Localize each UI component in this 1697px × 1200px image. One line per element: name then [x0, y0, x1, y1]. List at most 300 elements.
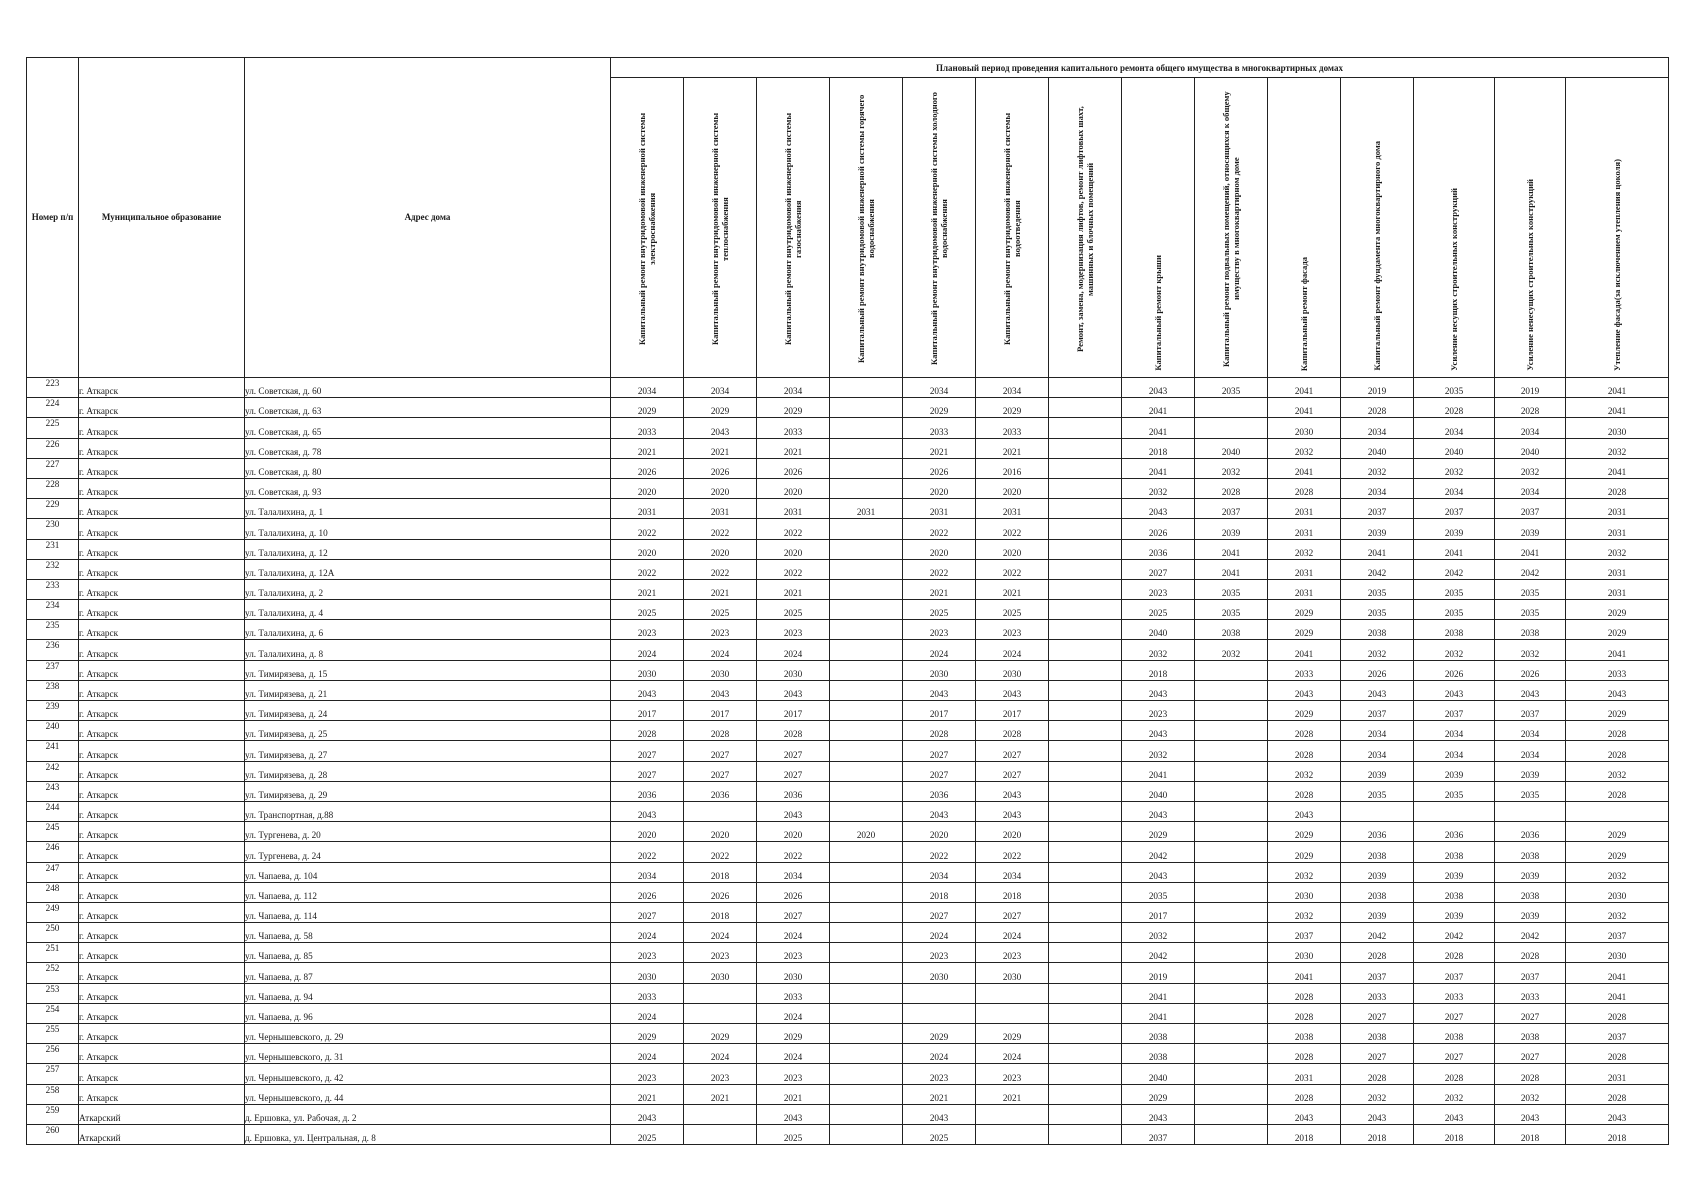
cell-year: 2028	[903, 721, 976, 741]
cell-year: 2029	[611, 398, 684, 418]
cell-year: 2043	[684, 680, 757, 700]
table-row	[27, 418, 1669, 438]
cell-year	[1049, 721, 1122, 741]
cell-year: 2030	[1566, 418, 1669, 438]
cell-year	[1195, 660, 1268, 680]
cell-year	[1566, 801, 1669, 821]
cell-year: 2034	[1414, 478, 1495, 498]
cell-year: 2034	[903, 862, 976, 882]
cell-year	[976, 1003, 1049, 1023]
table-row	[27, 822, 1669, 842]
cell-address: ул. Чапаева, д. 58	[245, 923, 611, 943]
cell-year: 2034	[1495, 721, 1566, 741]
cell-year: 2041	[1566, 963, 1669, 983]
cell-year	[1195, 862, 1268, 882]
cell-year: 2029	[1566, 822, 1669, 842]
cell-year	[1195, 923, 1268, 943]
cell-year: 2043	[1414, 1104, 1495, 1124]
cell-year: 2032	[1341, 640, 1414, 660]
cell-address: ул. Чапаева, д. 94	[245, 983, 611, 1003]
cell-address: ул. Советская, д. 78	[245, 438, 611, 458]
cell-year: 2037	[1414, 499, 1495, 519]
cell-municipality: г. Аткарск	[79, 1003, 245, 1023]
cell-year: 2040	[1414, 438, 1495, 458]
cell-year: 2023	[976, 620, 1049, 640]
cell-year: 2031	[1268, 579, 1341, 599]
table-row	[27, 499, 1669, 519]
cell-year: 2020	[684, 822, 757, 842]
cell-municipality: г. Аткарск	[79, 761, 245, 781]
cell-year: 2025	[611, 600, 684, 620]
cell-municipality: г. Аткарск	[79, 943, 245, 963]
table-row	[27, 579, 1669, 599]
cell-year: 2029	[1122, 1084, 1195, 1104]
header-work-label: Капитальный ремонт фасада	[1299, 256, 1309, 371]
cell-year	[1195, 761, 1268, 781]
cell-year: 2020	[611, 478, 684, 498]
header-work-9	[1268, 78, 1341, 378]
cell-year: 2035	[1195, 579, 1268, 599]
cell-year: 2028	[1268, 478, 1341, 498]
cell-year: 2043	[1122, 499, 1195, 519]
cell-year: 2035	[1122, 882, 1195, 902]
cell-year: 2034	[1341, 418, 1414, 438]
cell-year: 2027	[1122, 559, 1195, 579]
cell-year: 2021	[976, 438, 1049, 458]
cell-year	[830, 519, 903, 539]
cell-year: 2041	[1195, 559, 1268, 579]
cell-year: 2027	[611, 741, 684, 761]
cell-address: д. Ершовка, ул. Центральная, д. 8	[245, 1124, 611, 1144]
cell-num: 246	[27, 842, 79, 862]
cell-year: 2030	[1268, 882, 1341, 902]
table-row	[27, 1003, 1669, 1023]
cell-year: 2040	[1122, 1064, 1195, 1084]
cell-year: 2024	[903, 640, 976, 660]
cell-year: 2039	[1495, 761, 1566, 781]
cell-year	[1049, 418, 1122, 438]
cell-year: 2043	[611, 1104, 684, 1124]
cell-year	[1049, 963, 1122, 983]
cell-year: 2025	[976, 600, 1049, 620]
cell-year: 2031	[1268, 499, 1341, 519]
header-plan-period: Плановый период проведения капитального ремонта общего имущества в многоквартирных домах	[611, 58, 1669, 78]
cell-year	[1049, 458, 1122, 478]
cell-year: 2022	[684, 519, 757, 539]
cell-year: 2021	[757, 438, 830, 458]
cell-year: 2023	[757, 1064, 830, 1084]
cell-year: 2032	[1341, 458, 1414, 478]
cell-year	[830, 478, 903, 498]
cell-year	[1049, 680, 1122, 700]
cell-year: 2043	[1566, 1104, 1669, 1124]
cell-year	[1049, 882, 1122, 902]
table-row	[27, 1084, 1669, 1104]
cell-year	[830, 640, 903, 660]
cell-year: 2031	[757, 499, 830, 519]
cell-num: 244	[27, 801, 79, 821]
cell-year: 2028	[1341, 1064, 1414, 1084]
table-body	[27, 378, 1669, 1145]
cell-year: 2028	[1566, 741, 1669, 761]
cell-year: 2037	[1414, 963, 1495, 983]
cell-year: 2043	[1122, 862, 1195, 882]
cell-year	[830, 761, 903, 781]
cell-year: 2024	[976, 640, 1049, 660]
cell-year: 2037	[1566, 923, 1669, 943]
cell-year: 2031	[1566, 559, 1669, 579]
cell-year: 2027	[757, 902, 830, 922]
cell-year	[1049, 842, 1122, 862]
cell-municipality: г. Аткарск	[79, 983, 245, 1003]
cell-year: 2029	[1268, 701, 1341, 721]
cell-year: 2040	[1341, 438, 1414, 458]
table-row	[27, 478, 1669, 498]
header-work-12	[1495, 78, 1566, 378]
cell-municipality: г. Аткарск	[79, 600, 245, 620]
cell-year: 2025	[611, 1124, 684, 1144]
cell-year: 2022	[684, 842, 757, 862]
cell-year	[1049, 701, 1122, 721]
cell-municipality: Аткарский	[79, 1124, 245, 1144]
cell-year	[1049, 1044, 1122, 1064]
cell-year: 2032	[1414, 1084, 1495, 1104]
cell-year: 2028	[1341, 943, 1414, 963]
cell-municipality: г. Аткарск	[79, 539, 245, 559]
cell-year: 2029	[1268, 822, 1341, 842]
table-row	[27, 983, 1669, 1003]
cell-year: 2023	[684, 943, 757, 963]
cell-year: 2028	[1495, 398, 1566, 418]
cell-year: 2036	[684, 781, 757, 801]
cell-year: 2022	[976, 559, 1049, 579]
cell-year: 2023	[903, 1064, 976, 1084]
cell-year: 2042	[1414, 559, 1495, 579]
cell-year: 2026	[1341, 660, 1414, 680]
cell-year: 2028	[684, 721, 757, 741]
cell-year: 2033	[611, 983, 684, 1003]
cell-year	[1495, 801, 1566, 821]
cell-year	[830, 1064, 903, 1084]
cell-municipality: Аткарский	[79, 1104, 245, 1124]
cell-year: 2041	[1122, 983, 1195, 1003]
cell-num: 255	[27, 1024, 79, 1044]
cell-year: 2023	[1122, 701, 1195, 721]
cell-year: 2027	[757, 741, 830, 761]
table-row	[27, 801, 1669, 821]
cell-year	[830, 741, 903, 761]
cell-year: 2027	[1341, 1044, 1414, 1064]
cell-year: 2041	[1122, 418, 1195, 438]
cell-municipality: г. Аткарск	[79, 822, 245, 842]
cell-year: 2020	[757, 822, 830, 842]
cell-municipality: г. Аткарск	[79, 640, 245, 660]
cell-year	[830, 539, 903, 559]
cell-municipality: г. Аткарск	[79, 418, 245, 438]
cell-address: ул. Чернышевского, д. 29	[245, 1024, 611, 1044]
cell-year: 2043	[1495, 1104, 1566, 1124]
cell-address: ул. Талалихина, д. 12	[245, 539, 611, 559]
cell-year: 2021	[903, 1084, 976, 1104]
cell-year	[1049, 781, 1122, 801]
cell-year: 2032	[1414, 458, 1495, 478]
cell-num: 259	[27, 1104, 79, 1124]
cell-year: 2035	[1195, 378, 1268, 398]
cell-year: 2028	[1566, 478, 1669, 498]
cell-year: 2021	[976, 1084, 1049, 1104]
cell-year: 2038	[1495, 620, 1566, 640]
cell-year: 2031	[1566, 499, 1669, 519]
cell-year: 2035	[1414, 781, 1495, 801]
cell-year: 2041	[1268, 963, 1341, 983]
cell-year: 2026	[611, 882, 684, 902]
header-work-8	[1195, 78, 1268, 378]
cell-year: 2038	[1341, 1024, 1414, 1044]
cell-year: 2034	[1341, 478, 1414, 498]
cell-year: 2022	[611, 519, 684, 539]
table-row	[27, 600, 1669, 620]
cell-year: 2024	[684, 923, 757, 943]
cell-year: 2028	[1268, 721, 1341, 741]
cell-year: 2019	[1341, 378, 1414, 398]
table-row	[27, 862, 1669, 882]
header-work-label: Капитальный ремонт внутридомовой инженерной системы электроснабжения	[637, 112, 657, 346]
cell-year: 2021	[611, 1084, 684, 1104]
cell-num: 226	[27, 438, 79, 458]
cell-year: 2043	[1268, 801, 1341, 821]
cell-year: 2035	[1341, 781, 1414, 801]
cell-num: 225	[27, 418, 79, 438]
cell-year: 2037	[1341, 963, 1414, 983]
cell-year: 2028	[1268, 781, 1341, 801]
cell-year: 2027	[611, 902, 684, 922]
cell-address: ул. Советская, д. 60	[245, 378, 611, 398]
cell-year: 2038	[1122, 1044, 1195, 1064]
cell-year: 2035	[1414, 579, 1495, 599]
cell-address: ул. Чернышевского, д. 42	[245, 1064, 611, 1084]
cell-num: 247	[27, 862, 79, 882]
cell-year: 2026	[684, 882, 757, 902]
cell-year: 2025	[903, 1124, 976, 1144]
cell-year: 2022	[757, 519, 830, 539]
header-work-1	[684, 78, 757, 378]
cell-municipality: г. Аткарск	[79, 378, 245, 398]
cell-year: 2024	[757, 1003, 830, 1023]
cell-municipality: г. Аткарск	[79, 862, 245, 882]
cell-year: 2031	[830, 499, 903, 519]
cell-year: 2018	[684, 862, 757, 882]
cell-year: 2028	[1414, 1064, 1495, 1084]
cell-address: ул. Талалихина, д. 10	[245, 519, 611, 539]
cell-address: ул. Тимирязева, д. 27	[245, 741, 611, 761]
header-work-7	[1122, 78, 1195, 378]
cell-year: 2039	[1341, 761, 1414, 781]
cell-num: 224	[27, 398, 79, 418]
cell-year: 2032	[1122, 923, 1195, 943]
cell-year: 2020	[611, 539, 684, 559]
cell-year: 2039	[1414, 902, 1495, 922]
cell-year: 2033	[757, 418, 830, 438]
cell-year: 2038	[1414, 1024, 1495, 1044]
cell-year: 2041	[1566, 458, 1669, 478]
cell-year: 2030	[611, 660, 684, 680]
cell-year: 2039	[1414, 862, 1495, 882]
cell-year: 2029	[903, 1024, 976, 1044]
cell-year: 2032	[1122, 640, 1195, 660]
cell-year: 2030	[611, 963, 684, 983]
cell-year: 2043	[1122, 721, 1195, 741]
cell-num: 235	[27, 620, 79, 640]
cell-year: 2042	[1414, 923, 1495, 943]
cell-year: 2043	[1268, 680, 1341, 700]
cell-year	[1195, 842, 1268, 862]
cell-year: 2024	[611, 923, 684, 943]
cell-year: 2034	[1495, 478, 1566, 498]
cell-municipality: г. Аткарск	[79, 1084, 245, 1104]
cell-year: 2043	[903, 801, 976, 821]
cell-year: 2029	[1268, 842, 1341, 862]
cell-year	[1049, 559, 1122, 579]
cell-year: 2034	[757, 862, 830, 882]
cell-year: 2027	[903, 741, 976, 761]
cell-year: 2020	[684, 539, 757, 559]
cell-year: 2021	[684, 579, 757, 599]
cell-num: 230	[27, 519, 79, 539]
cell-year: 2029	[1268, 600, 1341, 620]
cell-year: 2043	[903, 1104, 976, 1124]
header-work-label: Капитальный ремонт внутридомовой инженерной системы водоотведения	[1002, 112, 1022, 346]
cell-year	[830, 660, 903, 680]
cell-year	[1049, 579, 1122, 599]
cell-address: ул. Чапаева, д. 104	[245, 862, 611, 882]
cell-year	[1195, 1003, 1268, 1023]
cell-year: 2017	[903, 701, 976, 721]
cell-num: 256	[27, 1044, 79, 1064]
cell-year	[976, 983, 1049, 1003]
cell-year: 2028	[976, 721, 1049, 741]
cell-year	[1049, 862, 1122, 882]
cell-year: 2024	[757, 1044, 830, 1064]
cell-municipality: г. Аткарск	[79, 458, 245, 478]
cell-year	[1049, 923, 1122, 943]
cell-num: 260	[27, 1124, 79, 1144]
cell-num: 243	[27, 781, 79, 801]
cell-year: 2034	[757, 378, 830, 398]
cell-year: 2026	[1122, 519, 1195, 539]
cell-year: 2041	[1268, 640, 1341, 660]
cell-address: ул. Советская, д. 93	[245, 478, 611, 498]
cell-year: 2023	[684, 620, 757, 640]
cell-year: 2030	[1268, 418, 1341, 438]
cell-municipality: г. Аткарск	[79, 842, 245, 862]
cell-year	[830, 1084, 903, 1104]
table-row	[27, 882, 1669, 902]
cell-year: 2028	[1414, 398, 1495, 418]
cell-num: 252	[27, 963, 79, 983]
cell-year: 2017	[611, 701, 684, 721]
cell-year: 2027	[1414, 1003, 1495, 1023]
cell-year	[903, 983, 976, 1003]
cell-year	[1049, 902, 1122, 922]
cell-year: 2029	[976, 398, 1049, 418]
cell-year: 2027	[903, 902, 976, 922]
cell-year	[830, 801, 903, 821]
cell-year: 2018	[1341, 1124, 1414, 1144]
cell-year: 2020	[684, 478, 757, 498]
cell-year: 2025	[1122, 600, 1195, 620]
cell-year: 2025	[684, 600, 757, 620]
cell-year	[830, 701, 903, 721]
cell-address: ул. Чапаева, д. 87	[245, 963, 611, 983]
cell-year: 2041	[1122, 458, 1195, 478]
cell-year: 2021	[757, 1084, 830, 1104]
cell-year: 2024	[611, 640, 684, 660]
cell-year	[684, 1104, 757, 1124]
cell-address: ул. Талалихина, д. 6	[245, 620, 611, 640]
cell-year	[1195, 1124, 1268, 1144]
cell-year	[830, 1024, 903, 1044]
cell-year: 2040	[1195, 438, 1268, 458]
cell-year: 2035	[1495, 579, 1566, 599]
cell-year	[1195, 1084, 1268, 1104]
table-row	[27, 398, 1669, 418]
cell-year: 2032	[1268, 438, 1341, 458]
cell-year: 2020	[903, 822, 976, 842]
cell-year: 2043	[1341, 680, 1414, 700]
header-work-2	[757, 78, 830, 378]
cell-year: 2033	[976, 418, 1049, 438]
cell-year: 2043	[1566, 680, 1669, 700]
cell-year: 2018	[1268, 1124, 1341, 1144]
cell-year	[1195, 1024, 1268, 1044]
cell-year: 2035	[1195, 600, 1268, 620]
cell-year	[1195, 822, 1268, 842]
cell-year: 2030	[757, 963, 830, 983]
cell-year: 2032	[1414, 640, 1495, 660]
cell-year: 2030	[1268, 943, 1341, 963]
cell-year: 2029	[1566, 620, 1669, 640]
cell-year: 2025	[903, 600, 976, 620]
cell-year: 2030	[684, 660, 757, 680]
table-row	[27, 842, 1669, 862]
cell-year: 2041	[1195, 539, 1268, 559]
cell-num: 240	[27, 721, 79, 741]
cell-year: 2028	[1268, 1084, 1341, 1104]
cell-year: 2041	[1495, 539, 1566, 559]
cell-address: ул. Чернышевского, д. 44	[245, 1084, 611, 1104]
table-row	[27, 519, 1669, 539]
cell-year: 2020	[976, 822, 1049, 842]
cell-municipality: г. Аткарск	[79, 781, 245, 801]
cell-year: 2029	[684, 398, 757, 418]
header-work-label: Капитальный ремонт подвальных помещений, относящихся к общему имуществу в многоквартирном доме	[1221, 91, 1241, 367]
cell-year: 2031	[1268, 1064, 1341, 1084]
cell-num: 238	[27, 680, 79, 700]
cell-year: 2039	[1195, 519, 1268, 539]
cell-year: 2035	[1414, 378, 1495, 398]
cell-year: 2022	[976, 519, 1049, 539]
cell-year	[1195, 398, 1268, 418]
cell-year: 2028	[1341, 398, 1414, 418]
table-row	[27, 902, 1669, 922]
cell-year: 2033	[1341, 983, 1414, 1003]
cell-year: 2027	[1495, 1044, 1566, 1064]
cell-year: 2027	[976, 741, 1049, 761]
cell-year	[1195, 680, 1268, 700]
cell-address: ул. Тургенева, д. 20	[245, 822, 611, 842]
cell-address: ул. Тургенева, д. 24	[245, 842, 611, 862]
cell-num: 223	[27, 378, 79, 398]
